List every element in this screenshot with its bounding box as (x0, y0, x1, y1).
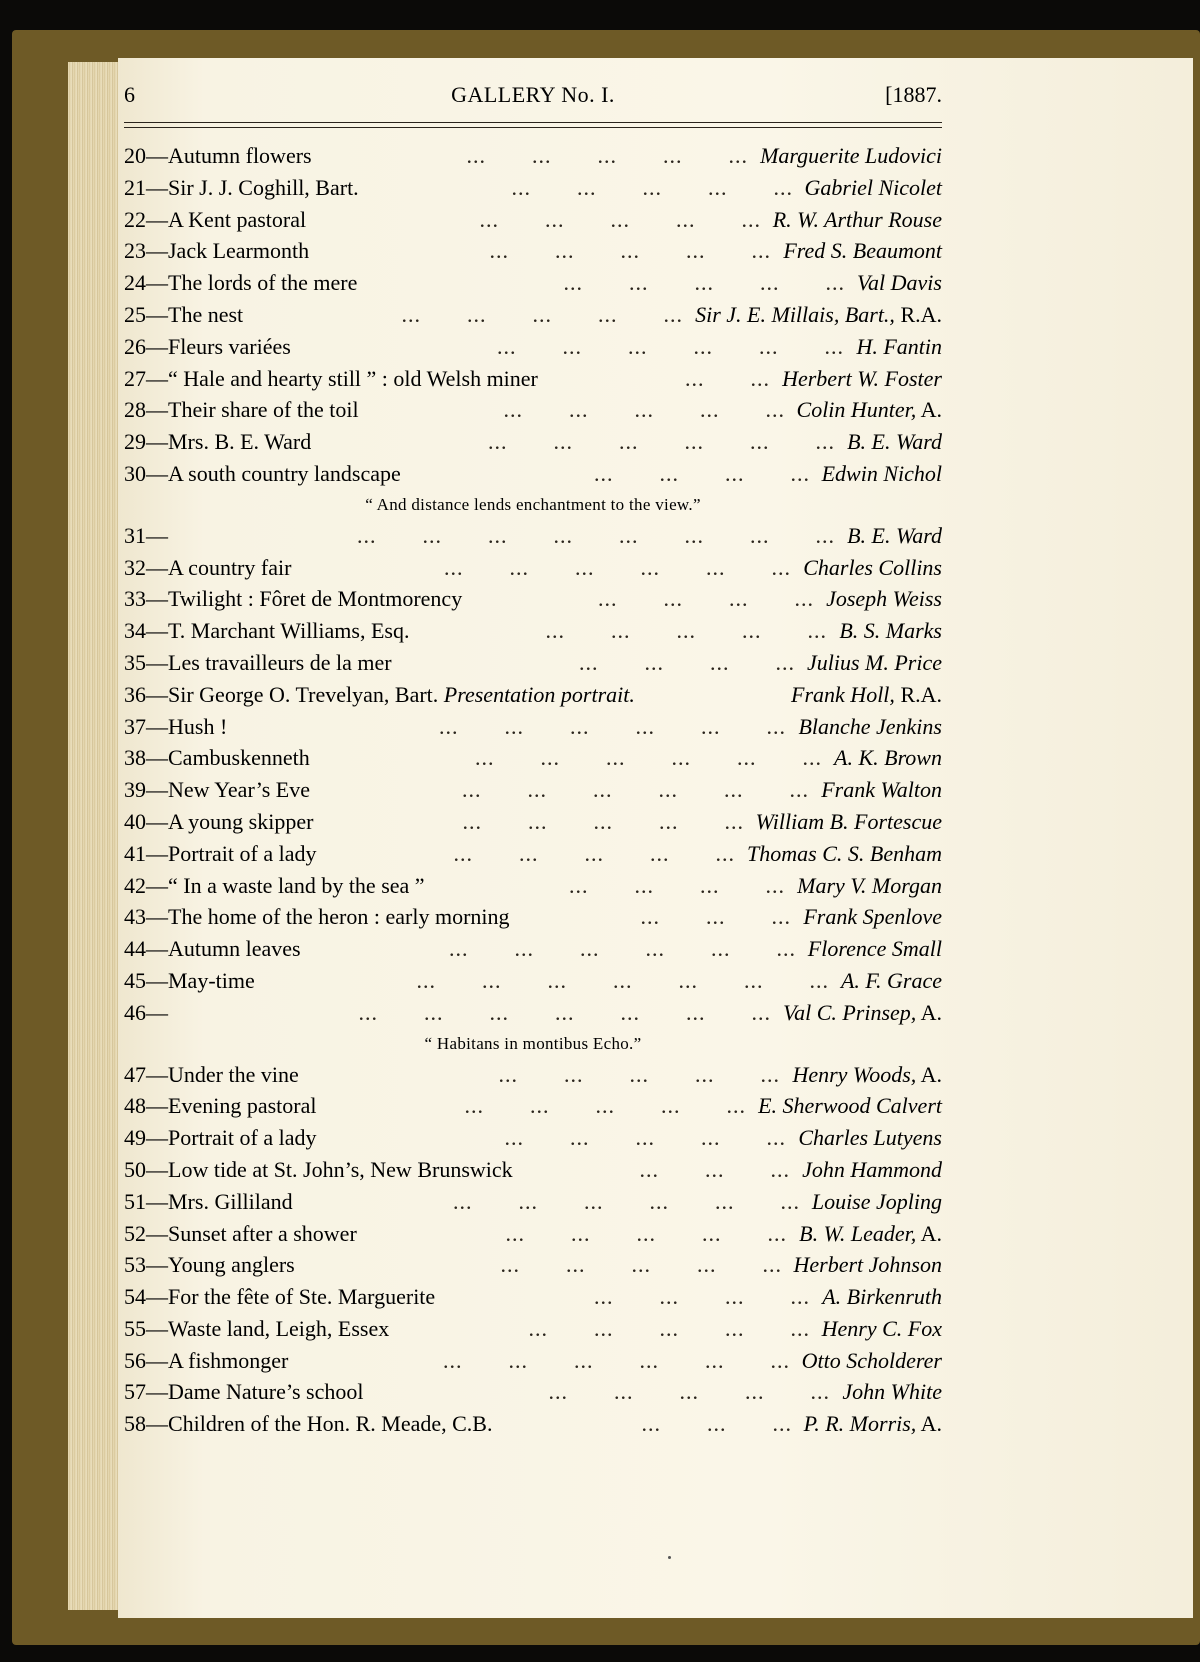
entry-artist (857, 267, 942, 299)
entry-title: 25—The nest (124, 301, 244, 327)
entries-group (124, 520, 942, 1029)
entry-artist (803, 901, 942, 933)
entry-artist (856, 331, 942, 363)
catalogue-entry (124, 997, 942, 1029)
entry-number: 47 (124, 1061, 146, 1087)
entry-artist (756, 806, 942, 838)
artist-name: Thomas C. S. Benham (747, 840, 942, 866)
entry-title: 54—For the fête of Ste. Marguerite (124, 1284, 436, 1310)
leader-dots: ... ... ... ... ... ... (453, 1188, 800, 1214)
artist-name: Herbert W. Foster (782, 365, 942, 391)
entry-title-text: Jack Learmonth (168, 238, 310, 264)
entry-artist (822, 1281, 942, 1313)
entry-number: 56 (124, 1347, 146, 1373)
entry-title: 44—Autumn leaves (124, 936, 301, 962)
entry-title: 38—Cambuskenneth (124, 745, 310, 771)
page-number: 6 (124, 82, 135, 107)
entry-number: 55 (124, 1315, 146, 1341)
entry-artist (841, 965, 942, 997)
entry-title: 20—Autumn flowers (124, 143, 312, 168)
entry-title-text: Autumn flowers (168, 143, 312, 168)
entry-title-text: A Kent pastoral (168, 206, 307, 232)
catalogue-entry (124, 615, 942, 647)
entry-artist (842, 1376, 942, 1408)
page-speck (668, 1556, 671, 1559)
catalogue-entry (124, 1186, 942, 1218)
entry-number: 36 (124, 681, 146, 707)
leader-dots: ... ... ... ... ... (545, 618, 827, 644)
catalogue-entry (124, 331, 942, 363)
entry-title: 45—May-time (124, 967, 255, 993)
entry-title: 51—Mrs. Gilliland (124, 1188, 293, 1214)
entry-title: 43—The home of the heron : early morning (124, 904, 510, 930)
artist-name: William B. Fortescue (755, 808, 942, 834)
entry-number: 54 (124, 1284, 146, 1310)
catalogue-entry (124, 933, 942, 965)
artist-name: Mary V. Morgan (797, 872, 942, 898)
entry-title-text: A fishmonger (168, 1347, 289, 1373)
catalogue-entry (124, 1090, 942, 1122)
artist-name: P. R. Morris, (803, 1411, 917, 1437)
entry-title-text: Mrs. B. E. Ward (168, 429, 312, 455)
entry-title-text: Fleurs variées (168, 333, 291, 359)
entry-title-text: Cambuskenneth (168, 745, 310, 771)
entry-artist (847, 520, 942, 552)
entry-artist (798, 711, 942, 743)
entry-title-text: Portrait of a lady (168, 840, 317, 866)
artist-name: Otto Scholderer (801, 1347, 942, 1373)
artist-name: Gabriel Nicolet (804, 174, 942, 200)
entry-title: 30—A south country landscape (124, 460, 401, 486)
catalogue-entry (124, 679, 942, 711)
entry-title: 46— (124, 999, 168, 1025)
entry-number: 28 (124, 397, 146, 423)
leader-dots: ... ... ... ... ... ... (488, 429, 835, 455)
entry-title: 42—“ In a waste land by the sea ” (124, 872, 425, 898)
entry-number: 24 (124, 270, 146, 296)
entry-artist (822, 458, 942, 490)
catalogue-entry (124, 1281, 942, 1313)
leader-dots: ... ... ... ... ... ... (439, 713, 786, 739)
catalogue-entry (124, 204, 942, 236)
catalogue-entry (124, 426, 942, 458)
entry-number: 58 (124, 1411, 146, 1437)
entry-title-text: Autumn leaves (168, 936, 301, 962)
entry-title-text: Their share of the toil (168, 397, 359, 423)
entry-title-text: Under the vine (168, 1061, 299, 1087)
entry-title-text: Dame Nature’s school (168, 1379, 364, 1405)
gallery-title: GALLERY No. I. (451, 82, 615, 107)
entry-title-text: Waste land, Leigh, Essex (168, 1315, 390, 1341)
entry-title-text: Sunset after a shower (168, 1220, 357, 1246)
artist-name: Charles Collins (803, 554, 942, 580)
entry-title: 56—A fishmonger (124, 1347, 289, 1373)
entry-artist (799, 1218, 942, 1250)
entry-title-text: A country fair (168, 554, 292, 580)
entries-group (124, 140, 942, 490)
entry-title: 58—Children of the Hon. R. Meade, C.B. (124, 1411, 493, 1437)
entry-artist (834, 742, 942, 774)
leader-dots: ... ... ... (639, 1156, 790, 1182)
entry-title-text: Sir J. J. Coghill, Bart. (168, 174, 359, 200)
entry-title-text: New Year’s Eve (168, 777, 310, 803)
artist-name: Frank Holl, (791, 681, 895, 707)
entry-number: 41 (124, 840, 146, 866)
catalogue-entry (124, 806, 942, 838)
entry-number: 49 (124, 1125, 146, 1151)
catalogue-entry (124, 394, 942, 426)
catalogue-entry (124, 235, 942, 267)
catalogue-entry (124, 965, 942, 997)
artist-honour: A. (916, 1220, 942, 1246)
artist-honour: A. (916, 999, 942, 1025)
artist-name: Frank Spenlove (803, 904, 942, 930)
leader-dots: ... ... ... ... ... (500, 1252, 782, 1278)
entry-artist (805, 172, 942, 204)
entry-artist (802, 1345, 942, 1377)
entry-number: 31 (124, 522, 146, 548)
artist-honour: R.A. (894, 301, 942, 327)
entry-number: 22 (124, 206, 146, 232)
entry-artist (782, 363, 942, 395)
catalogue-entry (124, 299, 942, 331)
entry-number: 39 (124, 777, 146, 803)
artist-name: B. E. Ward (847, 429, 942, 455)
entry-number: 48 (124, 1093, 146, 1119)
entry-artist (808, 933, 942, 965)
catalogue-entry (124, 838, 942, 870)
entry-artist (807, 647, 942, 679)
entry-title-text: Portrait of a lady (168, 1125, 317, 1151)
entry-title: 55—Waste land, Leigh, Essex (124, 1315, 390, 1341)
artist-name: Fred S. Beaumont (783, 238, 942, 264)
catalogue-entry (124, 711, 942, 743)
entries-group (124, 1059, 942, 1441)
artist-name: Frank Walton (821, 777, 942, 803)
leader-dots: ... ... ... ... (569, 872, 785, 898)
header-rule-top (124, 122, 942, 123)
artist-name: Colin Hunter, (796, 397, 917, 423)
artist-name: Julius M. Price (806, 649, 942, 675)
entry-number: 37 (124, 713, 146, 739)
entry-title: 23—Jack Learmonth (124, 238, 310, 264)
entry-title-text: “ Hale and hearty still ” : old Welsh miner (168, 365, 538, 391)
entry-number: 20 (124, 143, 146, 168)
leader-dots: ... ... ... ... ... (462, 808, 744, 834)
entry-artist (797, 870, 942, 902)
artist-name: Val C. Prinsep, (783, 999, 917, 1025)
leader-dots: ... ... ... ... ... ... ... (416, 967, 829, 993)
entry-title-text: Mrs. Gilliland (168, 1188, 293, 1214)
catalogue-entry (124, 647, 942, 679)
leader-dots: ... ... ... ... ... ... (444, 554, 791, 580)
entry-artist (747, 838, 942, 870)
entry-title-text: A young skipper (168, 808, 314, 834)
entry-title-text: May-time (168, 967, 255, 993)
catalogue-entry (124, 583, 942, 615)
leader-dots: ... ... ... ... ... (563, 270, 845, 296)
artist-honour: R.A. (894, 681, 942, 707)
entry-number: 57 (124, 1379, 146, 1405)
entry-number: 32 (124, 554, 146, 580)
header-rule-bottom (124, 127, 942, 128)
leader-dots: ... ... ... (641, 1411, 792, 1437)
entry-artist (794, 1249, 942, 1281)
artist-name: B. W. Leader, (799, 1220, 917, 1246)
entry-title: 37—Hush ! (124, 713, 228, 739)
artist-name: Joseph Weiss (826, 586, 942, 612)
entry-artist (847, 426, 942, 458)
artist-name: Sir J. E. Millais, Bart., (695, 301, 895, 327)
entry-title: 50—Low tide at St. John’s, New Brunswick (124, 1156, 513, 1182)
artist-name: Val Davis (857, 270, 942, 296)
leader-dots: ... ... ... ... ... (498, 1061, 780, 1087)
entry-artist (826, 583, 942, 615)
entry-artist (760, 140, 942, 172)
entry-title: 48—Evening pastoral (124, 1093, 317, 1119)
entry-number: 44 (124, 936, 146, 962)
entry-artist (803, 552, 942, 584)
entry-number: 40 (124, 808, 146, 834)
entry-title: 28—Their share of the toil (124, 397, 359, 423)
entry-title: 31— (124, 522, 168, 548)
catalogue-entry (124, 742, 942, 774)
entry-number: 50 (124, 1156, 146, 1182)
catalogue-entry (124, 172, 942, 204)
entry-title-text: “ In a waste land by the sea ” (168, 872, 425, 898)
artist-name: John Hammond (802, 1156, 942, 1182)
entry-title-text: Sir George O. Trevelyan, Bart. (168, 681, 439, 707)
catalogue-entry (124, 520, 942, 552)
entry-title-text: For the fête of Ste. Marguerite (168, 1284, 436, 1310)
entry-artist (695, 299, 942, 331)
leader-dots: ... ... ... ... ... ... (475, 745, 822, 771)
entry-title-text: Young anglers (168, 1252, 295, 1278)
leader-dots: ... ... ... ... ... (479, 206, 761, 232)
entry-number: 26 (124, 333, 146, 359)
entry-number: 46 (124, 999, 146, 1025)
entry-title: 26—Fleurs variées (124, 333, 291, 359)
running-header (124, 82, 942, 122)
catalogue-entry (124, 458, 942, 490)
leader-dots: ... ... ... (640, 904, 791, 930)
entry-number: 51 (124, 1188, 146, 1214)
catalogue-entry (124, 140, 942, 172)
year: [1887. (885, 82, 942, 107)
entry-artist (821, 774, 942, 806)
entry-title: 47—Under the vine (124, 1061, 299, 1087)
artist-name: Charles Lutyens (798, 1125, 942, 1151)
entry-title: 21—Sir J. J. Coghill, Bart. (124, 174, 359, 200)
entry-title: 53—Young anglers (124, 1252, 295, 1278)
catalogue-entry (124, 774, 942, 806)
entry-title: 36—Sir George O. Trevelyan, Bart. Presentation portrait. (124, 681, 635, 707)
artist-name: Edwin Nichol (821, 460, 942, 486)
catalogue-entry (124, 1122, 942, 1154)
entry-artist (802, 1154, 942, 1186)
entry-title-text: Low tide at St. John’s, New Brunswick (168, 1156, 513, 1182)
leader-dots: ... ... ... ... ... (504, 1125, 786, 1151)
entry-title-text: The lords of the mere (168, 270, 358, 296)
catalogue-entry (124, 1154, 942, 1186)
leader-dots: ... ... ... ... ... (489, 238, 771, 264)
entry-artist (783, 235, 942, 267)
artist-name: Blanche Jenkins (798, 713, 942, 739)
entry-title: 57—Dame Nature’s school (124, 1379, 364, 1405)
leader-dots: ... ... ... ... ... ... ... ... (357, 522, 835, 548)
leader-dots: ... ... ... ... ... (464, 1093, 746, 1119)
entry-title: 49—Portrait of a lady (124, 1125, 317, 1151)
entry-title-text: Twilight : Fôret de Montmorency (168, 586, 463, 612)
epigraph-quote: “ And distance lends enchantment to the view.” (365, 494, 701, 514)
entry-number: 23 (124, 238, 146, 264)
entry-artist (791, 679, 942, 711)
entry-number: 25 (124, 301, 146, 327)
catalogue-entry (124, 870, 942, 902)
entry-note: Presentation portrait. (443, 681, 635, 707)
entry-title: 22—A Kent pastoral (124, 206, 307, 232)
entry-title: 52—Sunset after a shower (124, 1220, 357, 1246)
entry-title-text: Les travailleurs de la mer (168, 649, 392, 675)
artist-name: E. Sherwood Calvert (758, 1093, 942, 1119)
leader-dots: ... ... ... ... ... (466, 143, 748, 168)
entry-artist (797, 394, 942, 426)
entry-title: 39—New Year’s Eve (124, 777, 310, 803)
catalogue-entry (124, 363, 942, 395)
entry-title: 33—Twilight : Fôret de Montmorency (124, 586, 463, 612)
catalogue-entry (124, 267, 942, 299)
leader-dots: ... ... ... ... ... (453, 840, 735, 866)
leader-dots: ... ... ... ... (579, 649, 795, 675)
artist-name: Henry C. Fox (821, 1315, 942, 1341)
leader-dots: ... ... ... ... ... ... ... (358, 999, 771, 1025)
leader-dots: ... ... ... ... ... ... (449, 936, 796, 962)
entry-title: 29—Mrs. B. E. Ward (124, 429, 312, 455)
entry-title-text: Evening pastoral (168, 1093, 317, 1119)
artist-honour: A. (916, 1411, 942, 1437)
leader-dots: ... ... ... ... ... ... (443, 1347, 790, 1373)
entry-title-text: The nest (168, 301, 244, 327)
leader-dots: ... ... ... ... ... (548, 1379, 830, 1405)
entry-title-text: A south country landscape (168, 460, 401, 486)
leader-dots: ... ... ... ... ... (503, 397, 785, 423)
leader-dots: ... ... (685, 365, 770, 391)
entry-title-text: Hush ! (168, 713, 228, 739)
entry-title: 32—A country fair (124, 554, 292, 580)
entry-number: 33 (124, 586, 146, 612)
entry-title: 34—T. Marchant Williams, Esq. (124, 618, 410, 644)
catalogue-entry (124, 1313, 942, 1345)
catalogue-entry (124, 552, 942, 584)
catalogue-entry (124, 901, 942, 933)
artist-name: A. Birkenruth (822, 1284, 942, 1310)
leader-dots: ... ... ... ... ... (511, 174, 793, 200)
catalogue-entry (124, 1249, 942, 1281)
catalogue-entry (124, 1218, 942, 1250)
leader-dots: ... ... ... ... (598, 586, 814, 612)
leader-dots: ... ... ... ... (594, 1284, 810, 1310)
leader-dots: ... ... ... ... ... ... (497, 333, 844, 359)
entry-artist (798, 1122, 942, 1154)
artist-name: Marguerite Ludovici (760, 143, 942, 168)
artist-name: A. F. Grace (840, 967, 942, 993)
entry-artist (758, 1090, 942, 1122)
entry-title: 35—Les travailleurs de la mer (124, 649, 392, 675)
entry-artist (792, 1059, 942, 1091)
entry-artist (783, 997, 942, 1029)
entry-title-text: The home of the heron : early morning (168, 904, 510, 930)
entry-number: 53 (124, 1252, 146, 1278)
leader-dots: ... ... ... ... (594, 460, 810, 486)
entry-number: 29 (124, 429, 146, 455)
entries-list (124, 140, 942, 1440)
leader-dots: ... ... ... ... ... ... (462, 777, 809, 803)
entry-number: 35 (124, 649, 146, 675)
artist-name: A. K. Brown (834, 745, 942, 771)
entry-title: 24—The lords of the mere (124, 270, 358, 296)
catalogue-entry (124, 1408, 942, 1440)
entry-artist (839, 615, 942, 647)
entry-title: 40—A young skipper (124, 808, 314, 834)
artist-honour: A. (916, 1061, 942, 1087)
entry-number: 45 (124, 967, 146, 993)
entry-artist (812, 1186, 942, 1218)
entry-artist (822, 1313, 942, 1345)
entry-artist (804, 1408, 942, 1440)
artist-name: Louise Jopling (811, 1188, 942, 1214)
entry-number: 30 (124, 460, 146, 486)
artist-name: B. E. Ward (847, 522, 942, 548)
entry-title-text: Children of the Hon. R. Meade, C.B. (168, 1411, 493, 1437)
leader-dots: ... ... ... ... ... (505, 1220, 787, 1246)
catalogue-entry (124, 1345, 942, 1377)
entry-number: 52 (124, 1220, 146, 1246)
artist-name: H. Fantin (856, 333, 942, 359)
artist-name: Henry Woods, (792, 1061, 917, 1087)
artist-name: Florence Small (807, 936, 942, 962)
entry-number: 34 (124, 618, 146, 644)
artist-name: John White (842, 1379, 942, 1405)
leader-dots: ... ... ... ... ... (401, 301, 683, 327)
artist-name: R. W. Arthur Rouse (772, 206, 942, 232)
leader-dots: ... ... ... ... ... (528, 1315, 810, 1341)
entry-number: 42 (124, 872, 146, 898)
entry-title-text: T. Marchant Williams, Esq. (168, 618, 410, 644)
artist-name: Herbert Johnson (793, 1252, 942, 1278)
entry-number: 38 (124, 745, 146, 771)
artist-name: B. S. Marks (839, 618, 942, 644)
entry-title: 41—Portrait of a lady (124, 840, 317, 866)
entry-title: 27—“ Hale and hearty still ” : old Welsh miner (124, 365, 538, 391)
entry-number: 27 (124, 365, 146, 391)
artist-honour: A. (916, 397, 942, 423)
entry-number: 21 (124, 174, 146, 200)
entry-artist (773, 204, 942, 236)
catalogue-entry (124, 1376, 942, 1408)
entry-number: 43 (124, 904, 146, 930)
catalogue-entry (124, 1059, 942, 1091)
epigraph-quote: “ Habitans in montibus Echo.” (424, 1033, 642, 1053)
